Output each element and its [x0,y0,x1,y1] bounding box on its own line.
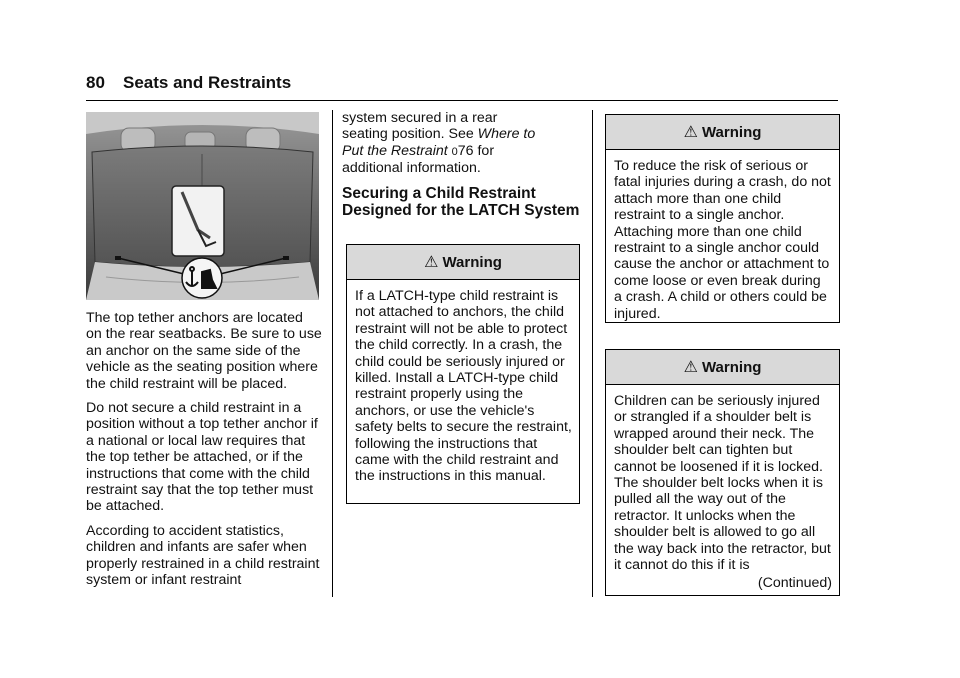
subsection-heading: Securing a Child Restraint Designed for the LATCH System [342,184,580,219]
page-header [86,70,838,101]
text: for additional information. [342,142,495,177]
page-number: 80 [86,73,105,92]
rear-seat-tether-figure [86,112,319,300]
warning-body [606,385,839,600]
warning-body: To reduce the risk of serious or fatal injuries during a crash, do not attach more than one child restraint to a single anchor. Attaching more than one child restraint to a single anchor could cause the anchor or attachment to come loose or even break during a crash. A child or others could be injured. [614,158,831,322]
warning-triangle-icon: ⚠ [683,124,698,141]
page-ref[interactable]: 76 [457,142,474,159]
warning-header [606,350,839,385]
warning-header [347,245,579,280]
warning-box [605,114,840,323]
paragraph: The top tether anchors are located on the rear seatbacks. Be sure to use an anchor on the same side of the vehicle as the seating position where the child restraint will be placed. [86,310,322,392]
cross-reference-link[interactable]: Where to Put the Restraint [342,126,536,159]
column-divider [332,110,333,597]
page-ref-icon: 0 [451,145,458,158]
warning-triangle-icon: ⚠ [424,254,439,271]
paragraph: According to accident statistics, children and infants are safer when properly restrained in a child restraint system or infant restraint [86,522,320,589]
paragraph [342,110,542,177]
warning-text: Children can be seriously injured or strangled if a shoulder belt is wrapped around their neck. The shoulder belt can tighten but cannot be loosened if it is locked. The shoulder belt locks when it is pulled all the way out of the retractor. It unlocks when the shoulder belt is allowed to go all the way back into the retractor, but it cannot do this if it is [614,393,831,574]
column-2 [342,110,582,219]
warning-box [346,244,580,504]
warning-title: Warning [701,123,762,141]
warning-triangle-icon: ⚠ [683,359,698,376]
paragraph: Do not secure a child restraint in a position without a top tether anchor if a national or local law requires that the top tether be attached, or if the instructions that come with the child restraint say that the top tether must be attached. [86,400,318,515]
warning-body: If a LATCH-type child restraint is not attached to anchors, the child restraint will not be able to protect the child correctly. In a crash, the child could be seriously injured or killed. Install a LATCH-type child restraint properly using the anchors, or use the vehicle's safety belts to secure the restraint, following the instructions that came with the child restraint and the instructions in this manual. [355,288,572,485]
warning-header [606,115,839,150]
warning-title: Warning [701,358,762,376]
continued-label: (Continued) [757,575,832,592]
warning-box [605,349,840,596]
text: system secured in a rear seating position. See [342,110,498,143]
warning-title: Warning [442,253,502,271]
column-1 [86,310,322,597]
section-title: Seats and Restraints [123,73,292,92]
column-divider [592,110,593,597]
